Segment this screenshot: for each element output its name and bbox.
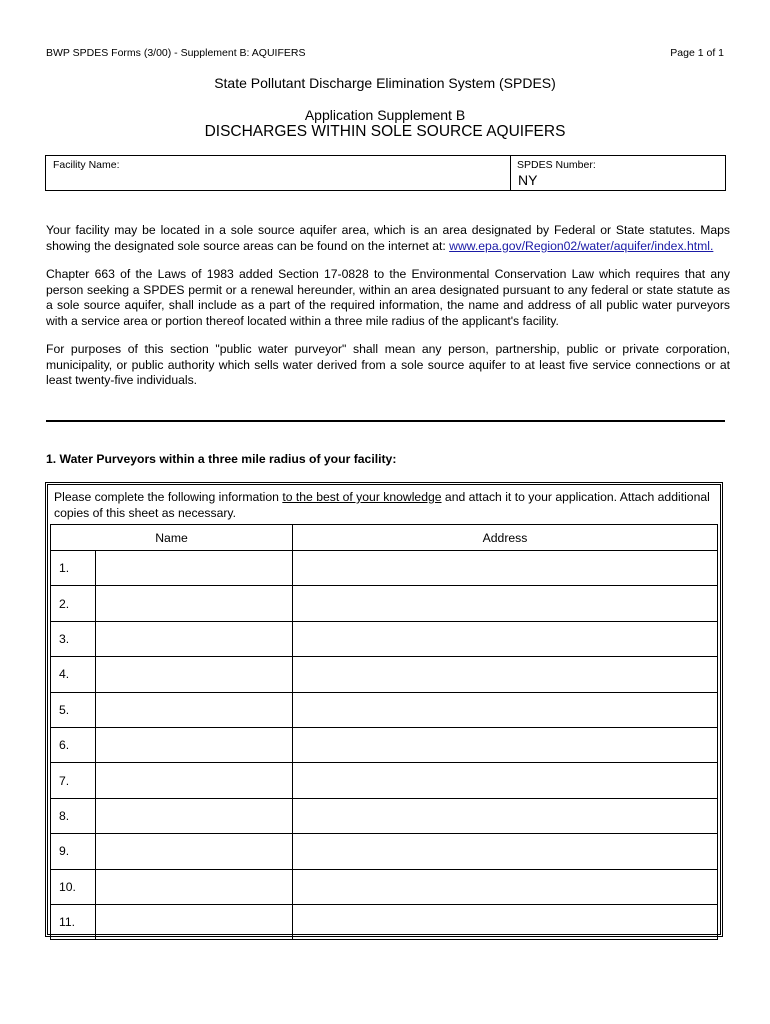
- box-divider: [510, 156, 511, 190]
- table-row: [51, 834, 718, 869]
- section-divider: [46, 420, 725, 422]
- purveyor-name-field[interactable]: [96, 621, 293, 656]
- form-id: BWP SPDES Forms (3/00) - Supplement B: AQUIFERS: [46, 47, 306, 59]
- intro-text: Your facility may be located in a sole source aquifer area, which is an area designated by Federal or State statutes. Maps showing the designated sole source areas can be found on the internet at:: [46, 223, 730, 253]
- table-instructions: [54, 490, 714, 521]
- table-header-row: [51, 525, 718, 551]
- purveyor-address-field[interactable]: [293, 763, 718, 798]
- row-number: 11.: [51, 904, 96, 939]
- row-number: 1.: [51, 551, 96, 586]
- purveyor-name-field[interactable]: [96, 657, 293, 692]
- purveyor-name-field[interactable]: [96, 834, 293, 869]
- definition-paragraph: For purposes of this section "public water purveyor" shall mean any person, partnership, public or private corporation, municipality, or public authority which sells water derived from a sole source aquifer to at least five service connections or at least twenty-five individuals.: [46, 342, 730, 388]
- row-number: 5.: [51, 692, 96, 727]
- table-row: [51, 621, 718, 656]
- purveyor-address-field[interactable]: [293, 692, 718, 727]
- purveyor-address-field[interactable]: [293, 904, 718, 939]
- instr-underlined: to the best of your knowledge: [282, 490, 442, 504]
- table-row: [51, 692, 718, 727]
- facility-id-box: [45, 155, 726, 191]
- purveyor-name-field[interactable]: [96, 869, 293, 904]
- intro-paragraph: [46, 223, 730, 254]
- purveyor-address-field[interactable]: [293, 727, 718, 762]
- table-row: [51, 904, 718, 939]
- purveyor-address-field[interactable]: [293, 834, 718, 869]
- table-row: [51, 727, 718, 762]
- instr-pre: Please complete the following information: [54, 490, 283, 504]
- purveyor-address-field[interactable]: [293, 621, 718, 656]
- section-heading: 1. Water Purveyors within a three mile radius of your facility:: [46, 452, 397, 466]
- table-row: [51, 586, 718, 621]
- purveyor-name-field[interactable]: [96, 763, 293, 798]
- table-row: [51, 657, 718, 692]
- purveyor-table: [50, 524, 718, 940]
- purveyor-name-field[interactable]: [96, 904, 293, 939]
- purveyor-address-field[interactable]: [293, 869, 718, 904]
- purveyor-name-field[interactable]: [96, 798, 293, 833]
- table-row: [51, 763, 718, 798]
- purveyor-name-field[interactable]: [96, 692, 293, 727]
- name-column-header: Name: [51, 525, 293, 551]
- address-column-header: Address: [293, 525, 718, 551]
- purveyor-table-box: [45, 482, 723, 937]
- page-number: Page 1 of 1: [670, 47, 724, 59]
- purveyor-name-field[interactable]: [96, 551, 293, 586]
- facility-name-label: Facility Name:: [53, 159, 120, 171]
- purveyor-address-field[interactable]: [293, 586, 718, 621]
- spdes-number-label: SPDES Number:: [517, 159, 596, 171]
- supplement-title: Application Supplement B: [304, 107, 466, 123]
- purveyor-address-field[interactable]: [293, 657, 718, 692]
- row-number: 6.: [51, 727, 96, 762]
- page-title: DISCHARGES WITHIN SOLE SOURCE AQUIFERS: [204, 123, 566, 140]
- row-number: 10.: [51, 869, 96, 904]
- row-number: 8.: [51, 798, 96, 833]
- row-number: 2.: [51, 586, 96, 621]
- row-number: 4.: [51, 657, 96, 692]
- purveyor-name-field[interactable]: [96, 586, 293, 621]
- row-number: 3.: [51, 621, 96, 656]
- purveyor-address-field[interactable]: [293, 798, 718, 833]
- instr-post: and attach it to your application. Attach additional copies of this sheet as necessary.: [54, 490, 710, 520]
- table-row: [51, 551, 718, 586]
- law-paragraph: Chapter 663 of the Laws of 1983 added Section 17-0828 to the Environmental Conservation Law which requires that any person seeking a SPDES permit or a renewal hereunder, within an area designated pursuant to any federal or state statute as a sole source aquifer, shall include as a part of the required information, the name and address of all public water purveyors with a service area or portion thereof located within a three mile radius of the applicant's facility.: [46, 267, 730, 328]
- row-number: 9.: [51, 834, 96, 869]
- epa-aquifer-link[interactable]: www.epa.gov/Region02/water/aquifer/index.html.: [449, 238, 714, 253]
- purveyor-name-field[interactable]: [96, 727, 293, 762]
- system-title: State Pollutant Discharge Elimination System (SPDES): [214, 75, 556, 91]
- table-row: [51, 869, 718, 904]
- row-number: 7.: [51, 763, 96, 798]
- facility-name-field[interactable]: [136, 159, 506, 187]
- spdes-number-field[interactable]: NY: [518, 172, 538, 188]
- purveyor-address-field[interactable]: [293, 551, 718, 586]
- table-row: [51, 798, 718, 833]
